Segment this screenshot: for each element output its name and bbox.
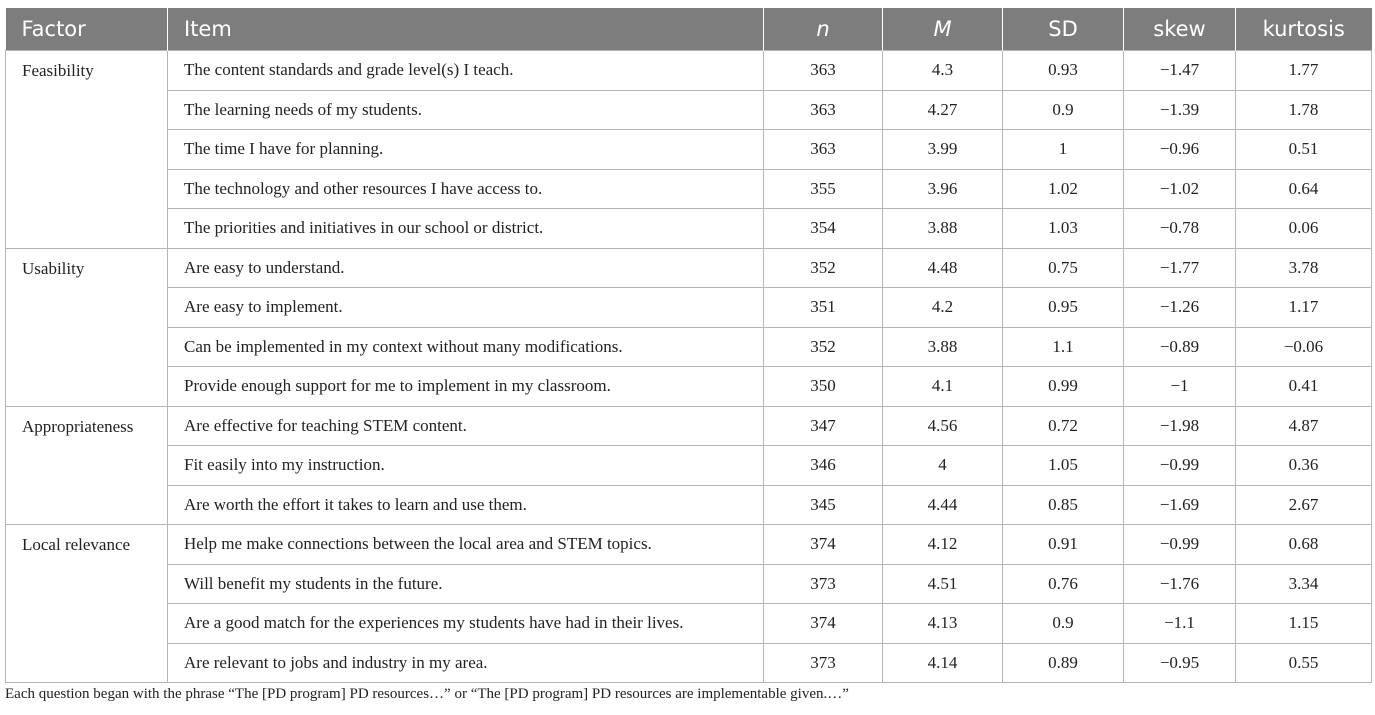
- item-cell: The learning needs of my students.: [168, 90, 764, 130]
- skew-cell: −0.89: [1124, 327, 1236, 367]
- n-cell: 374: [764, 604, 883, 644]
- sd-cell: 0.89: [1003, 643, 1124, 683]
- table-row: [6, 604, 1372, 644]
- kurtosis-cell: 1.15: [1236, 604, 1372, 644]
- sd-cell: 0.72: [1003, 406, 1124, 446]
- sd-cell: 1: [1003, 130, 1124, 170]
- header-kurtosis: kurtosis: [1236, 8, 1372, 51]
- table-row: [6, 525, 1372, 565]
- mean-cell: 3.88: [883, 327, 1003, 367]
- skew-cell: −1.39: [1124, 90, 1236, 130]
- kurtosis-cell: 1.77: [1236, 51, 1372, 91]
- table-row: [6, 248, 1372, 288]
- n-cell: 374: [764, 525, 883, 565]
- skew-cell: −1.02: [1124, 169, 1236, 209]
- sd-cell: 1.03: [1003, 209, 1124, 249]
- mean-cell: 4.12: [883, 525, 1003, 565]
- n-cell: 373: [764, 643, 883, 683]
- mean-cell: 4.1: [883, 367, 1003, 407]
- descriptive-statistics-table: [5, 8, 1372, 683]
- kurtosis-cell: 0.51: [1236, 130, 1372, 170]
- table-row: [6, 169, 1372, 209]
- header-n: n: [764, 8, 883, 51]
- table-row: [6, 51, 1372, 91]
- item-cell: Are relevant to jobs and industry in my area.: [168, 643, 764, 683]
- item-cell: The priorities and initiatives in our school or district.: [168, 209, 764, 249]
- sd-cell: 0.99: [1003, 367, 1124, 407]
- sd-cell: 1.1: [1003, 327, 1124, 367]
- header-mean: M: [883, 8, 1003, 51]
- skew-cell: −1.26: [1124, 288, 1236, 328]
- kurtosis-cell: 0.64: [1236, 169, 1372, 209]
- mean-cell: 4.48: [883, 248, 1003, 288]
- mean-cell: 4: [883, 446, 1003, 486]
- table-header-row: [6, 8, 1372, 51]
- table-body: [6, 51, 1372, 683]
- skew-cell: −1.1: [1124, 604, 1236, 644]
- n-cell: 355: [764, 169, 883, 209]
- table-row: [6, 564, 1372, 604]
- mean-cell: 4.56: [883, 406, 1003, 446]
- table-row: [6, 130, 1372, 170]
- sd-cell: 1.02: [1003, 169, 1124, 209]
- kurtosis-cell: 0.36: [1236, 446, 1372, 486]
- table-row: [6, 209, 1372, 249]
- kurtosis-cell: 1.17: [1236, 288, 1372, 328]
- sd-cell: 0.9: [1003, 604, 1124, 644]
- item-cell: Help me make connections between the local area and STEM topics.: [168, 525, 764, 565]
- sd-cell: 0.95: [1003, 288, 1124, 328]
- skew-cell: −0.95: [1124, 643, 1236, 683]
- skew-cell: −1.98: [1124, 406, 1236, 446]
- n-cell: 345: [764, 485, 883, 525]
- item-cell: The time I have for planning.: [168, 130, 764, 170]
- n-cell: 351: [764, 288, 883, 328]
- sd-cell: 0.85: [1003, 485, 1124, 525]
- kurtosis-cell: 0.68: [1236, 525, 1372, 565]
- n-cell: 363: [764, 130, 883, 170]
- header-item: Item: [168, 8, 764, 51]
- n-cell: 363: [764, 90, 883, 130]
- n-cell: 347: [764, 406, 883, 446]
- mean-cell: 4.3: [883, 51, 1003, 91]
- sd-cell: 0.76: [1003, 564, 1124, 604]
- n-cell: 352: [764, 248, 883, 288]
- table-row: [6, 288, 1372, 328]
- item-cell: Are effective for teaching STEM content.: [168, 406, 764, 446]
- n-cell: 346: [764, 446, 883, 486]
- mean-cell: 4.51: [883, 564, 1003, 604]
- kurtosis-cell: −0.06: [1236, 327, 1372, 367]
- factor-cell: Feasibility: [6, 51, 168, 249]
- skew-cell: −0.99: [1124, 525, 1236, 565]
- kurtosis-cell: 4.87: [1236, 406, 1372, 446]
- kurtosis-cell: 0.06: [1236, 209, 1372, 249]
- mean-cell: 4.27: [883, 90, 1003, 130]
- table-row: [6, 485, 1372, 525]
- mean-cell: 3.88: [883, 209, 1003, 249]
- mean-cell: 4.13: [883, 604, 1003, 644]
- table-row: [6, 327, 1372, 367]
- mean-cell: 4.2: [883, 288, 1003, 328]
- factor-cell: Local relevance: [6, 525, 168, 683]
- kurtosis-cell: 0.41: [1236, 367, 1372, 407]
- sd-cell: 1.05: [1003, 446, 1124, 486]
- skew-cell: −0.78: [1124, 209, 1236, 249]
- item-cell: The content standards and grade level(s) I teach.: [168, 51, 764, 91]
- mean-cell: 3.99: [883, 130, 1003, 170]
- n-cell: 352: [764, 327, 883, 367]
- kurtosis-cell: 1.78: [1236, 90, 1372, 130]
- factor-cell: Appropriateness: [6, 406, 168, 525]
- header-factor: Factor: [6, 8, 168, 51]
- sd-cell: 0.93: [1003, 51, 1124, 91]
- header-sd: SD: [1003, 8, 1124, 51]
- kurtosis-cell: 0.55: [1236, 643, 1372, 683]
- sd-cell: 0.9: [1003, 90, 1124, 130]
- table-footnote: Each question began with the phrase “The [PD program] PD resources…” or “The [PD program] PD resources are implementable given.…”: [5, 686, 849, 702]
- kurtosis-cell: 2.67: [1236, 485, 1372, 525]
- table-row: [6, 367, 1372, 407]
- item-cell: Can be implemented in my context without many modifications.: [168, 327, 764, 367]
- item-cell: Will benefit my students in the future.: [168, 564, 764, 604]
- table-row: [6, 446, 1372, 486]
- sd-cell: 0.91: [1003, 525, 1124, 565]
- item-cell: The technology and other resources I have access to.: [168, 169, 764, 209]
- skew-cell: −1.47: [1124, 51, 1236, 91]
- mean-cell: 4.14: [883, 643, 1003, 683]
- table-row: [6, 90, 1372, 130]
- n-cell: 354: [764, 209, 883, 249]
- item-cell: Are easy to understand.: [168, 248, 764, 288]
- skew-cell: −1.69: [1124, 485, 1236, 525]
- n-cell: 350: [764, 367, 883, 407]
- skew-cell: −0.96: [1124, 130, 1236, 170]
- item-cell: Fit easily into my instruction.: [168, 446, 764, 486]
- n-cell: 363: [764, 51, 883, 91]
- n-cell: 373: [764, 564, 883, 604]
- table-container: [5, 8, 1371, 683]
- kurtosis-cell: 3.34: [1236, 564, 1372, 604]
- kurtosis-cell: 3.78: [1236, 248, 1372, 288]
- item-cell: Are worth the effort it takes to learn and use them.: [168, 485, 764, 525]
- factor-cell: Usability: [6, 248, 168, 406]
- item-cell: Provide enough support for me to implement in my classroom.: [168, 367, 764, 407]
- skew-cell: −1.77: [1124, 248, 1236, 288]
- skew-cell: −1.76: [1124, 564, 1236, 604]
- table-row: [6, 643, 1372, 683]
- skew-cell: −0.99: [1124, 446, 1236, 486]
- table-row: [6, 406, 1372, 446]
- mean-cell: 3.96: [883, 169, 1003, 209]
- skew-cell: −1: [1124, 367, 1236, 407]
- item-cell: Are a good match for the experiences my students have had in their lives.: [168, 604, 764, 644]
- item-cell: Are easy to implement.: [168, 288, 764, 328]
- header-skew: skew: [1124, 8, 1236, 51]
- mean-cell: 4.44: [883, 485, 1003, 525]
- sd-cell: 0.75: [1003, 248, 1124, 288]
